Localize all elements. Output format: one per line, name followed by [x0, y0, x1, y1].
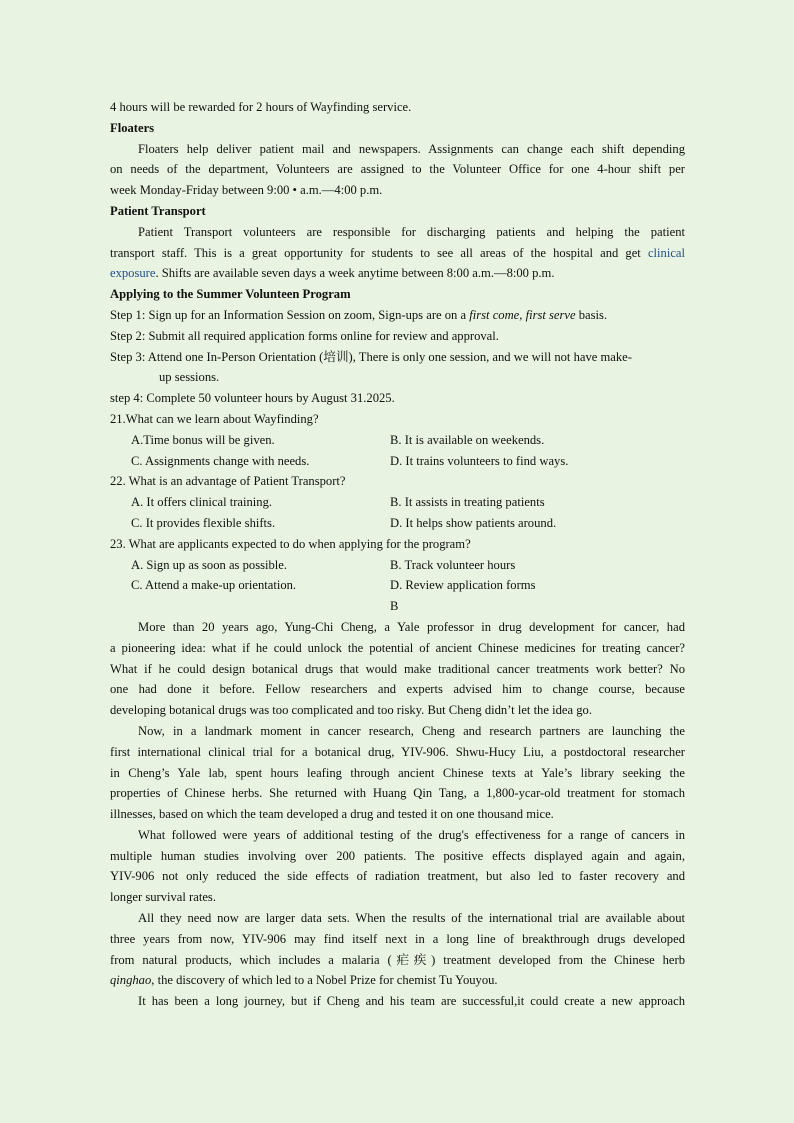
section-b-row — [110, 596, 685, 617]
applying-heading: Applying to the Summer Volunteen Program — [110, 287, 351, 302]
passage-line: properties of Chinese herbs. She returned with Huang Qin Tang, a 1,800-ycar-old treatment for stomach — [110, 786, 685, 801]
option-d: D. Review application forms — [390, 578, 536, 593]
options-row — [110, 492, 685, 513]
patient-transport-text: transport staff. This is a great opportunity for students to see all areas of the hospital and get — [110, 245, 641, 260]
step-4: step 4: Complete 50 volunteer hours by August 31.2025. — [110, 391, 395, 406]
step-1-emphasis: first come, first serve — [469, 307, 576, 322]
passage-line: What followed were years of additional testing of the drug's effectiveness for a range of cancers in — [138, 827, 685, 842]
floaters-line: on needs of the department, Volunteers are assigned to the Volunteer Office for one 4-hour shift per — [110, 162, 685, 177]
passage-line: More than 20 years ago, Yung-Chi Cheng, a Yale professor in drug development for cancer, had — [138, 619, 685, 634]
step-1 — [110, 305, 685, 326]
options-row — [110, 575, 685, 596]
patient-transport-line: Patient Transport volunteers are responsible for discharging patients and helping the patient — [138, 224, 685, 239]
question-stem: 21.What can we learn about Wayfinding? — [110, 411, 319, 426]
passage-text: , the discovery of which led to a Nobel Prize for chemist Tu Youyou. — [151, 973, 498, 988]
passage-line: illnesses, based on which the team developed a drug and tested it on one thousand mice. — [110, 807, 554, 822]
option-c: C. It provides flexible shifts. — [131, 515, 276, 530]
patient-transport-text: . Shifts are available seven days a week anytime between 8:00 a.m.—8:00 p.m. — [155, 266, 555, 281]
floaters-line: Floaters help deliver patient mail and newspapers. Assignments can change each shift depending — [138, 141, 685, 156]
passage-line — [110, 970, 685, 991]
option-c: C. Assignments change with needs. — [131, 453, 310, 468]
passage-line: developing botanical drugs was too complicated and too risky. But Cheng didn’t let the idea go. — [110, 703, 592, 718]
qinghao-term: qinghao — [110, 973, 152, 988]
floaters-heading: Floaters — [110, 120, 155, 135]
patient-transport-line — [110, 263, 685, 284]
question-stem: 23. What are applicants expected to do when applying for the program? — [110, 536, 471, 551]
passage-line: multiple human studies involving over 200 patients. The positive effects displayed again and again, — [110, 848, 685, 863]
option-d: D. It trains volunteers to find ways. — [390, 453, 569, 468]
passage-line: in Cheng’s Yale lab, spent hours leafing through ancient Chinese texts at Yale’s library seeking the — [110, 765, 685, 780]
question-stem: 22. What is an advantage of Patient Transport? — [110, 474, 346, 489]
options-row — [110, 513, 685, 534]
options-row — [110, 451, 685, 472]
passage-line: Now, in a landmark moment in cancer research, Cheng and research partners are launching the — [138, 723, 685, 738]
document-content — [110, 97, 685, 1012]
step-2: Step 2: Submit all required application forms online for review and approval. — [110, 328, 499, 343]
step-3-continued: up sessions. — [159, 370, 220, 385]
wayfinding-text: 4 hours will be rewarded for 2 hours of Wayfinding service. — [110, 100, 412, 114]
option-a: A. It offers clinical training. — [131, 495, 273, 510]
options-row — [110, 430, 685, 451]
step-1-text-end: basis. — [578, 307, 608, 322]
option-b: B. It is available on weekends. — [390, 432, 545, 447]
passage-line: It has been a long journey, but if Cheng and his team are successful,it could create a new approach — [138, 994, 685, 1009]
step-1-text: Step 1: Sign up for an Information Session on zoom, Sign-ups are on a — [110, 307, 467, 322]
option-c: C. Attend a make-up orientation. — [131, 578, 297, 593]
option-b: B. Track volunteer hours — [390, 557, 516, 572]
passage-line: All they need now are larger data sets. When the results of the international trial are available about — [138, 911, 685, 926]
floaters-line: week Monday-Friday between 9:00 • a.m.—4:00 p.m. — [110, 183, 383, 198]
passage-line: three years from now, YIV-906 may find itself next in a long line of breakthrough drugs developed — [110, 931, 685, 946]
passage-line: one had done it before. Fellow researchers and experts advised him to change course, because — [110, 682, 685, 697]
passage-line: What if he could design botanical drugs that would make traditional cancer treatments work better? No — [110, 661, 685, 676]
passage-line: YIV-906 not only reduced the side effects of radiation treatment, but also led to faster recovery and — [110, 869, 685, 884]
section-b-label: B — [390, 599, 399, 614]
option-a: A. Sign up as soon as possible. — [131, 557, 288, 572]
passage-line: a pioneering idea: what if he could unlock the potential of ancient Chinese medicines for treating cancer? — [110, 640, 685, 655]
exposure-link[interactable]: exposure — [110, 266, 156, 281]
option-b: B. It assists in treating patients — [390, 495, 545, 510]
passage-line: first international clinical trial for a botanical drug, YIV-906. Shwu-Hucy Liu, a postdoctoral researcher — [110, 744, 685, 759]
option-d: D. It helps show patients around. — [390, 515, 557, 530]
step-3: Step 3: Attend one In-Person Orientation (培训), There is only one session, and we will not have make- — [110, 349, 632, 364]
clinical-link[interactable]: clinical — [647, 245, 685, 260]
passage-line: longer survival rates. — [110, 890, 216, 905]
patient-transport-heading: Patient Transport — [110, 203, 206, 218]
option-a: A.Time bonus will be given. — [131, 432, 275, 447]
passage-line: from natural products, which includes a malaria (疟疾) treatment developed from the Chinese herb — [110, 952, 685, 967]
patient-transport-line — [110, 243, 685, 264]
options-row — [110, 555, 685, 576]
